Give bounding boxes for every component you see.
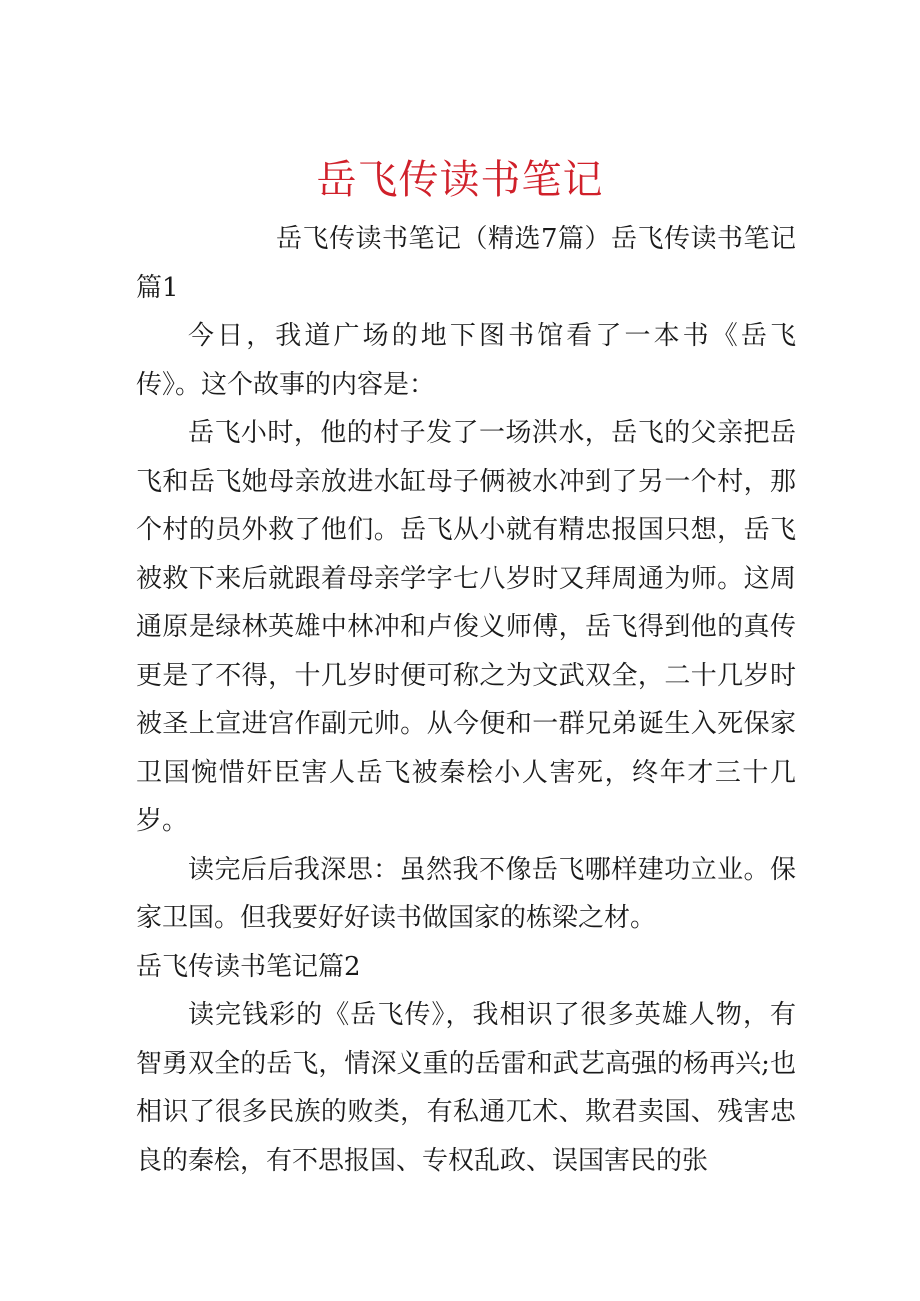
body-paragraph: 今日，我道广场的地下图书馆看了一本书《岳飞传》。这个故事的内容是： — [136, 321, 796, 400]
body-paragraph: 读完钱彩的《岳飞传》，我相识了很多英雄人物，有智勇双全的岳飞，情深义重的岳雷和武艺高强的杨再兴;也相识了很多民族的败类，有私通兀术、欺君卖国、残害忠良的秦桧，有不思报国、专权乱政、误国害民的张 — [136, 1000, 796, 1176]
intro-line: 岳飞传读书笔记（精选7篇）岳飞传读书笔记篇1 — [136, 224, 796, 303]
section-heading: 岳飞传读书笔记篇2 — [136, 951, 361, 982]
body-paragraph: 读完后后我深思：虽然我不像岳飞哪样建功立业。保家卫国。但我要好好读书做国家的栋梁之材。 — [136, 854, 796, 933]
body-paragraph: 岳飞小时，他的村子发了一场洪水，岳飞的父亲把岳飞和岳飞她母亲放进水缸母子俩被水冲到了另一个村，那个村的员外救了他们。岳飞从小就有精忠报国只想，岳飞被救下来后就跟着母亲学字七八岁时又拜周通为师。这周通原是绿林英雄中林冲和卢俊义师傅，岳飞得到他的真传更是了不得，十几岁时便可称之为文武双全，二十几岁时被圣上宣进宫作副元帅。从今便和一群兄弟诞生入死保家卫国惋惜奸臣害人岳飞被秦桧小人害死，终年才三十几岁。 — [136, 418, 796, 836]
document-body — [136, 215, 796, 1185]
document-title: 岳飞传读书笔记 — [316, 157, 604, 203]
